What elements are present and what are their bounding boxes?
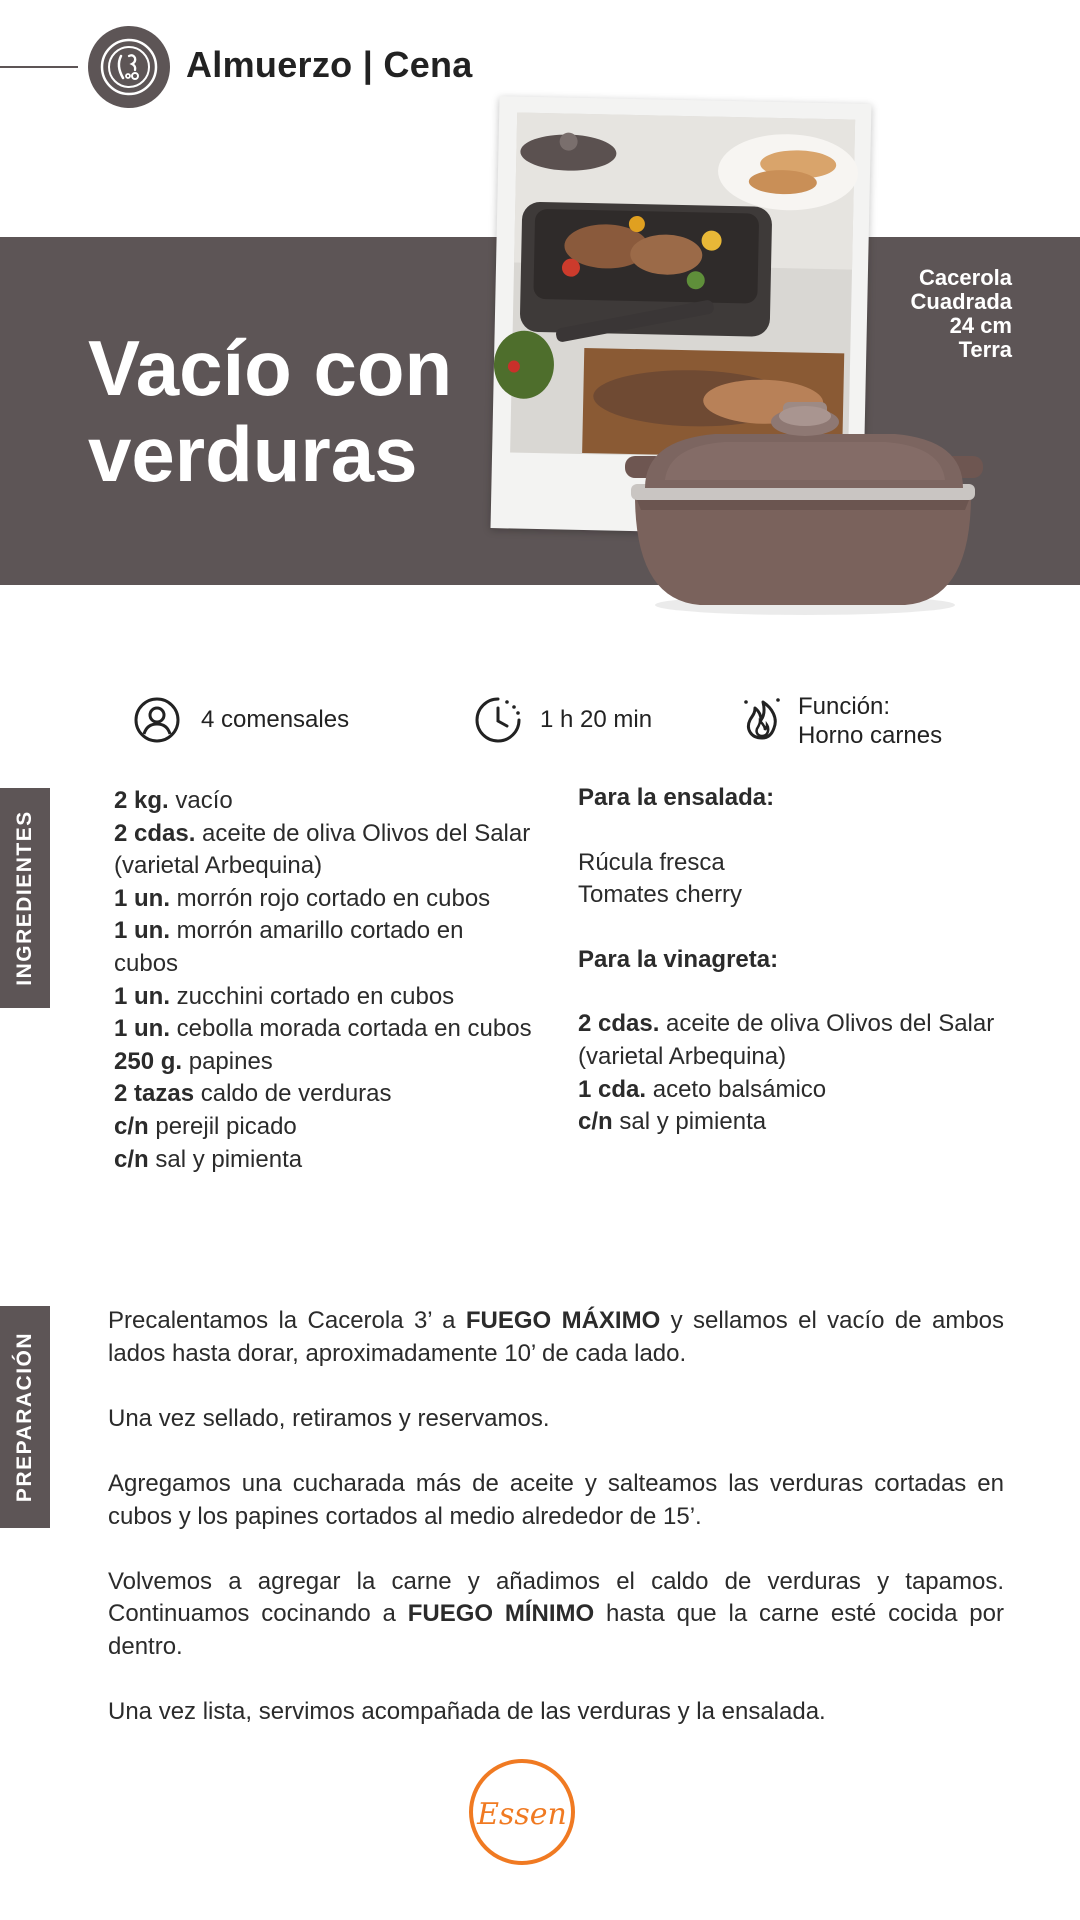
ingredient-item: 2 cdas. aceite de oliva Olivos del Salar (varietal Arbequina) (114, 819, 531, 880)
ingredient-item: 1 un. morrón rojo cortado en cubos (114, 884, 491, 912)
essen-logo (468, 1758, 576, 1866)
recipe-title (88, 325, 452, 497)
recipe-title-line-1: Vacío con (88, 324, 453, 412)
preparation-steps (108, 1305, 1004, 1761)
vinaigrette-item: c/n sal y pimienta (578, 1108, 767, 1136)
ingredient-item: 2 tazas caldo de verduras (114, 1080, 392, 1108)
vinaigrette-item: 1 cda. aceto balsámico (578, 1075, 827, 1103)
user-icon (133, 696, 181, 744)
function-info (798, 692, 942, 750)
tab-preparation (0, 1306, 50, 1528)
tab-preparation-label: PREPARACIÓN (13, 1331, 36, 1503)
servings-value: 4 comensales (201, 706, 350, 733)
function-value: Horno carnes (798, 722, 943, 749)
svg-text:Essen: Essen (477, 1797, 567, 1832)
ingredient-item: 1 un. cebolla morada cortada en cubos (114, 1015, 532, 1043)
prep-step: Una vez sellado, retiramos y reservamos. (108, 1404, 550, 1432)
ingredient-item: 2 kg. vacío (114, 787, 233, 814)
product-caption (842, 266, 1012, 362)
vinaigrette-heading: Para la vinagreta: (578, 945, 779, 973)
time-value: 1 h 20 min (540, 706, 653, 733)
ingredient-item: 1 un. zucchini cortado en cubos (114, 982, 455, 1010)
header-divider-line (0, 66, 78, 68)
ingredient-item: c/n perejil picado (114, 1112, 297, 1140)
ingredient-item: 1 un. morrón amarillo cortado en cubos (114, 917, 464, 977)
food-plate-icon (88, 26, 170, 108)
recipe-title-line-2: verduras (88, 410, 418, 498)
product-caption-line-4: Terra (958, 337, 1012, 362)
product-caption-line-1: Cacerola (919, 265, 1012, 290)
prep-step: Una vez lista, servimos acompañada de las verduras y la ensalada. (108, 1698, 826, 1726)
product-caption-line-3: 24 cm (949, 313, 1012, 338)
extra-ingredients (578, 782, 1008, 1139)
meal-category: Almuerzo | Cena (186, 44, 473, 85)
tab-ingredients (0, 788, 50, 1008)
ingredient-item: c/n sal y pimienta (114, 1145, 303, 1173)
product-caption-line-2: Cuadrada (910, 289, 1012, 314)
clock-icon (474, 696, 522, 744)
salad-heading: Para la ensalada: (578, 784, 775, 811)
ingredient-item: 250 g. papines (114, 1047, 273, 1075)
tab-ingredients-label: INGREDIENTES (13, 810, 36, 986)
prep-step: Precalentamos la Cacerola 3’ a FUEGO MÁXIMO y sellamos el vacío de ambos lados hasta dorar, aproximadamente 10’ de cada lado. (108, 1307, 1005, 1367)
flame-icon (738, 694, 786, 742)
prep-step: Agregamos una cucharada más de aceite y salteamos las verduras cortadas en cubos y los papines cortados al medio alrededor de 15’. (108, 1469, 1004, 1530)
vinaigrette-item: 2 cdas. aceite de oliva Olivos del Salar (varietal Arbequina) (578, 1010, 995, 1070)
function-label: Función: (798, 693, 891, 720)
salad-item: Tomates cherry (578, 881, 743, 909)
casserole-pot-image (605, 400, 987, 615)
ingredients-list (114, 785, 534, 1176)
prep-step: Volvemos a agregar la carne y añadimos el caldo de verduras y tapamos. Continuamos cocinando a FUEGO MÍNIMO hasta que la carne esté cocida por dentro. (108, 1567, 1004, 1660)
salad-item: Rúcula fresca (578, 848, 725, 876)
